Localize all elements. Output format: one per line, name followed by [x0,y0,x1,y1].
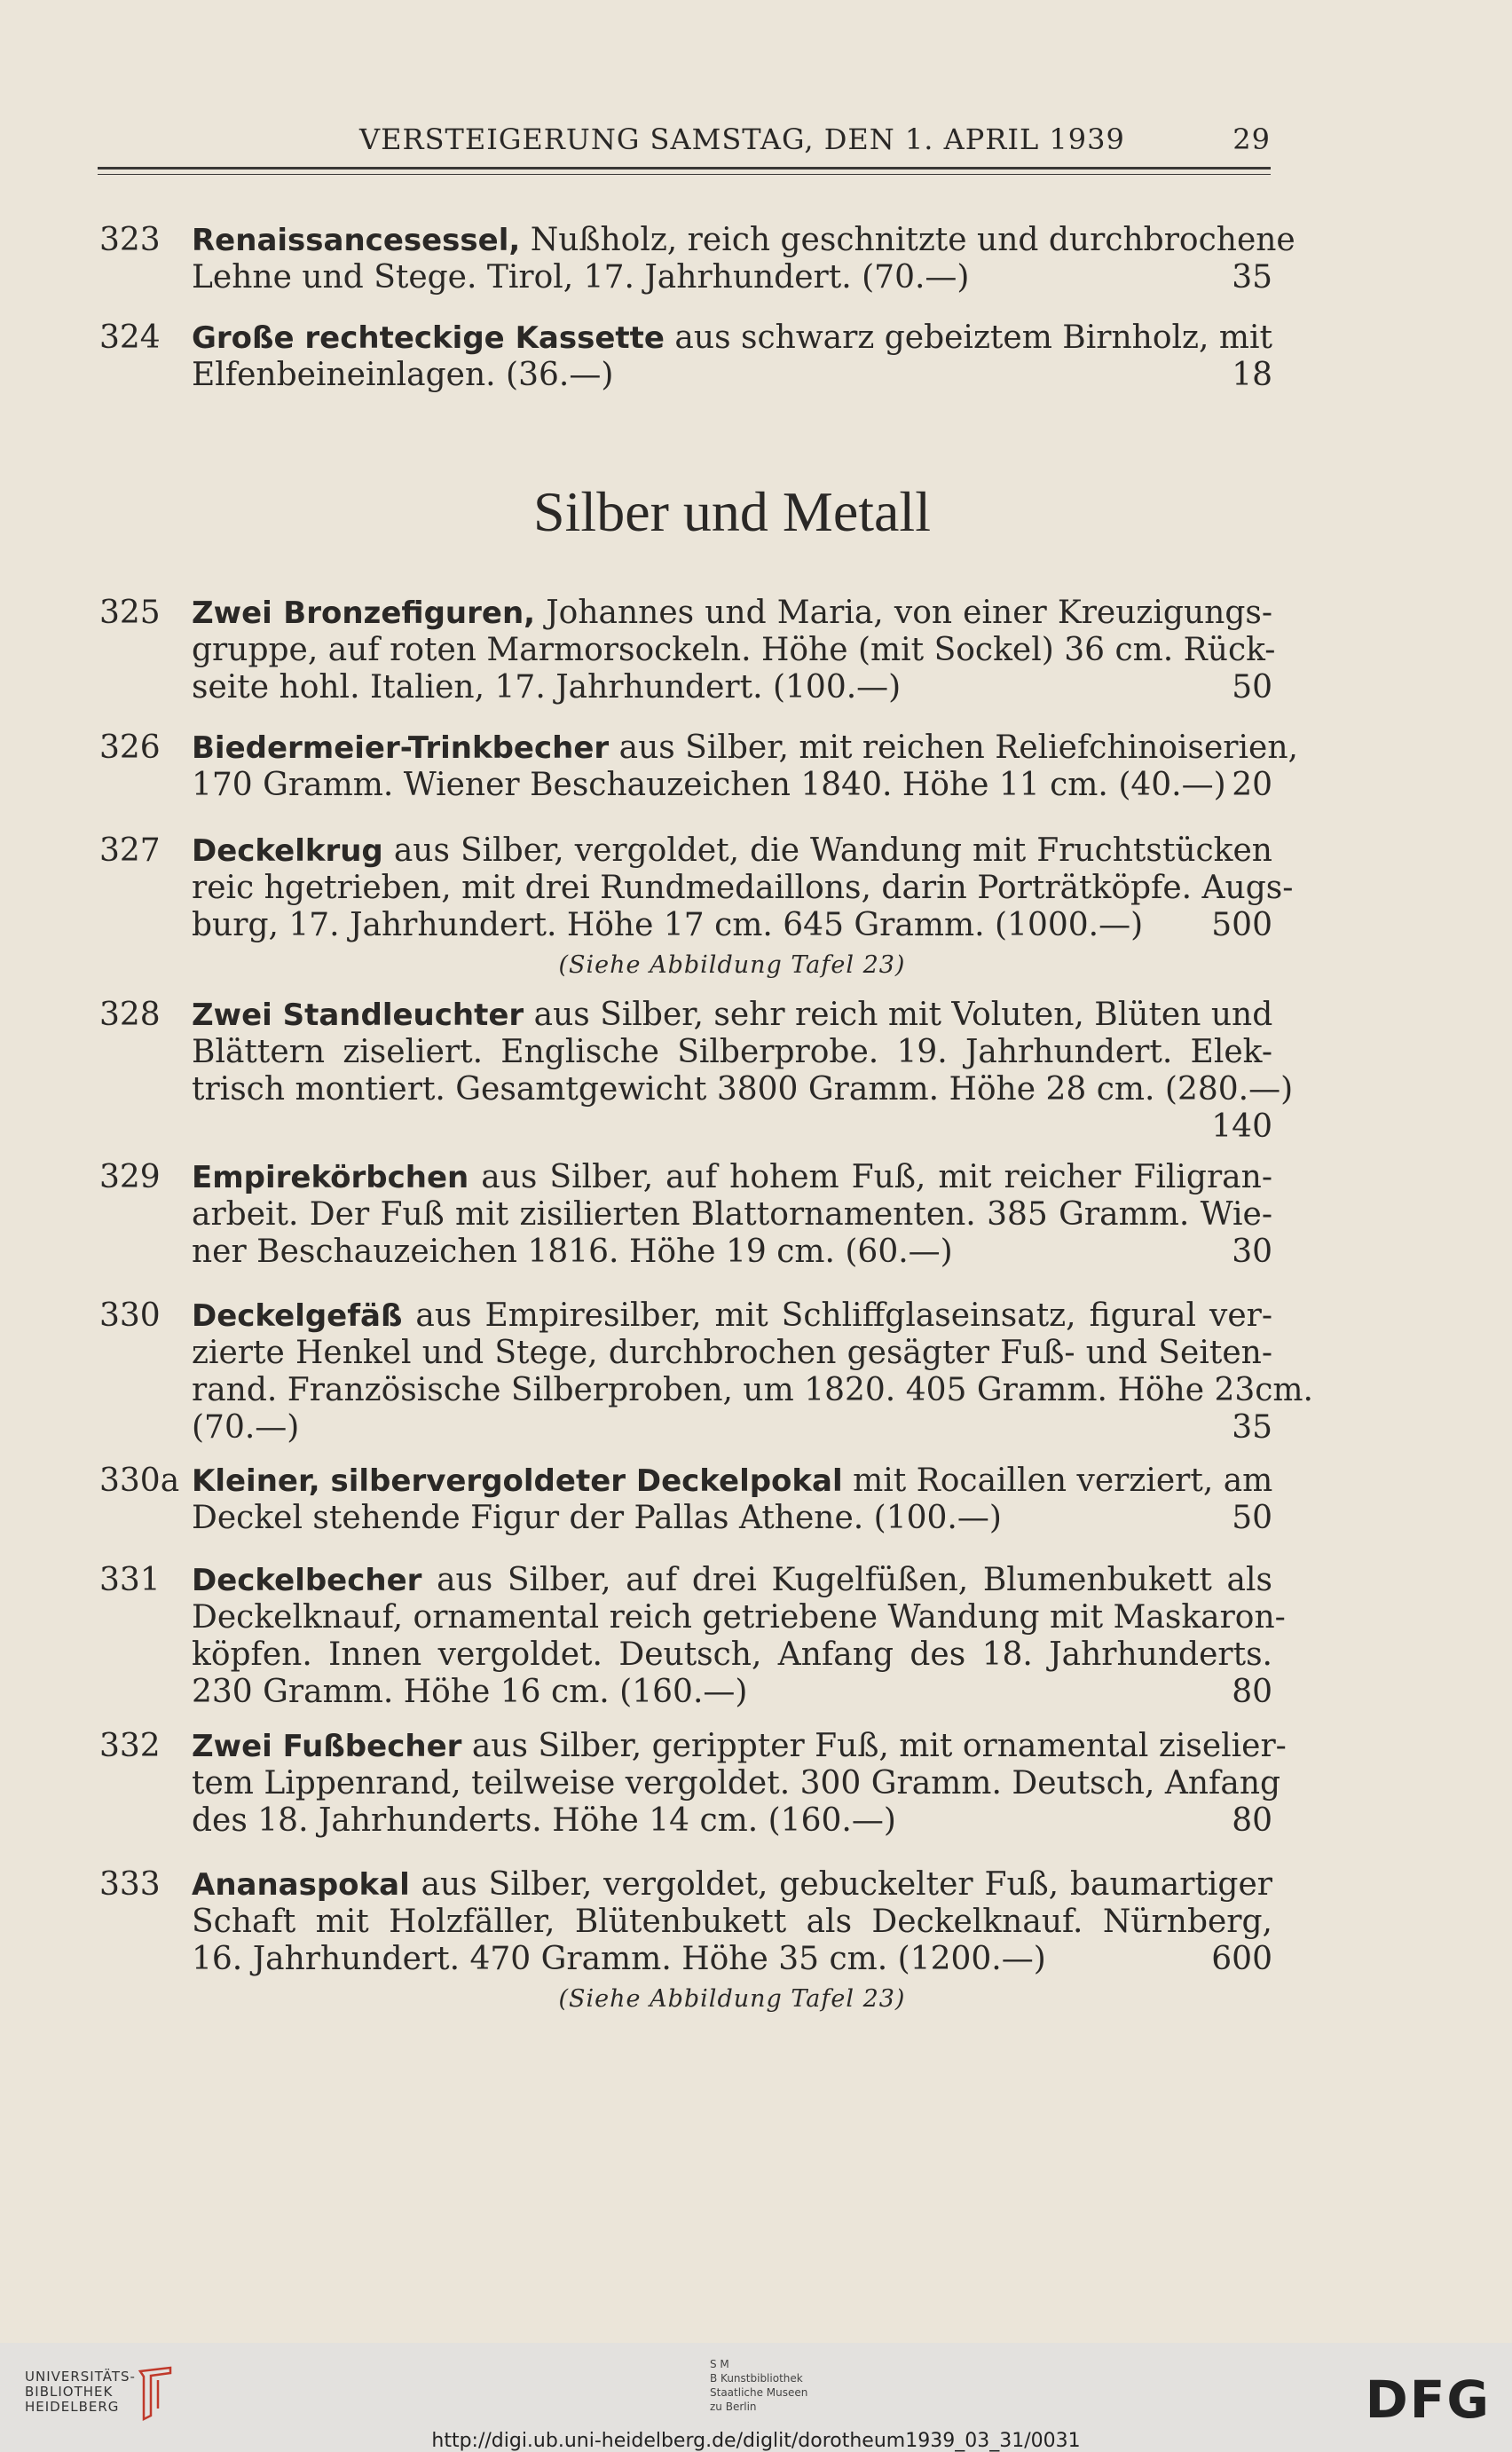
lot-price: 80 [1232,1802,1272,1839]
page-number: 29 [1232,122,1271,156]
lot-price: 600 [1211,1941,1272,1977]
description-line: rand. Französische Silberproben, um 1820. 405 Gramm. Höhe 23cm. [192,1372,1313,1408]
lot-number: 324 [99,319,161,356]
smb-line-1: S M [710,2358,729,2370]
description-line: Deckelkrug aus Silber, vergoldet, die Wandung mit Fruchtstücken [192,832,1272,869]
description-line: burg, 17. Jahrhundert. Höhe 17 cm. 645 Gramm. (1000.—) 500 [192,907,1272,943]
lot-title: Zwei Bronzefiguren, [192,595,536,631]
description-line: Deckel stehende Figur der Pallas Athene. (100.—) 50 [192,1500,1272,1536]
lot-description [192,1463,1272,1537]
lot-number: 331 [99,1562,161,1598]
description-line: tem Lippenrand, teilweise vergoldet. 300 Gramm. Deutsch, Anfang [192,1765,1281,1802]
smb-line-3: Staatliche Museen [710,2386,808,2399]
section-title: Silber und Metall [533,480,931,543]
description-line: Ananaspokal aus Silber, vergoldet, gebuckelter Fuß, baumartiger [192,1866,1272,1903]
lot-price: 35 [1232,259,1272,296]
uni-line-2: BIBLIOTHEK [25,2384,114,2400]
lot-number: 333 [99,1866,161,1903]
description-line: köpfen. Innen vergoldet. Deutsch, Anfang des 18. Jahrhunderts. [192,1636,1272,1673]
description-line: Zwei Fußbecher aus Silber, gerippter Fuß, mit ornamental ziselier- [192,1728,1287,1764]
description-line: zierte Henkel und Stege, durchbrochen gesägter Fuß- und Seiten- [192,1335,1272,1371]
lot-price: 18 [1232,357,1272,393]
lot-title: Große rechteckige Kassette [192,320,665,356]
description-line: Deckelbecher aus Silber, auf drei Kugelfüßen, Blumenbukett als [192,1562,1272,1598]
lot-description [192,1297,1313,1447]
illustration-reference: (Siehe Abbildung Tafel 23) [558,951,906,979]
smb-logo-text [710,2357,807,2414]
lot-number: 329 [99,1159,161,1195]
lot-number: 326 [99,729,161,766]
description-line: 230 Gramm. Höhe 16 cm. (160.—) 80 [192,1674,1272,1710]
description-line: arbeit. Der Fuß mit zisilierten Blattornamenten. 385 Gramm. Wie- [192,1196,1272,1233]
lot-description [192,1159,1272,1271]
description-line: Zwei Bronzefiguren, Johannes und Maria, von einer Kreuzigungs- [192,595,1273,631]
lot-price: 80 [1232,1674,1272,1710]
lot-description [192,729,1298,804]
university-emblem-icon [131,2364,179,2423]
lot-title: Renaissancesessel, [192,223,521,258]
description-line: Blättern ziseliert. Englische Silberprobe. 19. Jahrhundert. Elek- [192,1034,1272,1070]
description-line: Biedermeier-Trinkbecher aus Silber, mit reichen Reliefchinoiserien, [192,729,1298,766]
lot-number: 323 [99,222,161,258]
description-line: Schaft mit Holzfäller, Blütenbukett als Deckelknauf. Nürnberg, [192,1904,1272,1940]
source-url-link[interactable]: http://digi.ub.uni-heidelberg.de/diglit/dorotheum1939_03_31/0031 [431,2430,1081,2452]
header-title: VERSTEIGERUNG SAMSTAG, DEN 1. APRIL 1939 [359,122,1125,156]
lot-number: 327 [99,832,161,869]
lot-description [192,222,1295,296]
lot-number: 330 [99,1297,161,1334]
lot-number: 330a [99,1463,180,1499]
lot-description [192,1562,1286,1711]
lot-title: Kleiner, silbervergoldeter Deckelpokal [192,1463,843,1499]
description-line: gruppe, auf roten Marmorsockeln. Höhe (mit Sockel) 36 cm. Rück- [192,632,1276,668]
lot-title: Empirekörbchen [192,1160,469,1195]
running-header [98,122,1271,162]
lot-price: 50 [1232,1500,1272,1536]
lot-title: Ananaspokal [192,1867,410,1903]
uni-line-3: HEIDELBERG [25,2399,120,2415]
illustration-reference: (Siehe Abbildung Tafel 23) [558,1985,906,2013]
description-line: (70.—) 35 [192,1409,1272,1446]
lot-description [192,1728,1287,1840]
description-line: Empirekörbchen aus Silber, auf hohem Fuß, mit reicher Filigran- [192,1159,1272,1195]
dfg-logo: DFG [1365,2369,1491,2430]
description-line: Deckelknauf, ornamental reich getriebene Wandung mit Maskaron- [192,1599,1286,1636]
description-line: seite hohl. Italien, 17. Jahrhundert. (100.—) 50 [192,669,1272,706]
smb-line-2: B Kunstbibliothek [710,2372,803,2385]
lot-price: 35 [1232,1409,1272,1446]
description-line: Lehne und Stege. Tirol, 17. Jahrhundert. (70.—) 35 [192,259,1272,296]
lot-number: 325 [99,595,161,631]
lot-number: 332 [99,1728,161,1764]
lot-description [192,1866,1272,1978]
lot-price: 50 [1232,669,1272,706]
lot-description [192,595,1276,706]
smb-line-4: zu Berlin [710,2401,757,2413]
lot-title: Zwei Fußbecher [192,1729,462,1764]
description-line: 16. Jahrhundert. 470 Gramm. Höhe 35 cm. (1200.—) 600 [192,1941,1272,1977]
lot-title: Deckelkrug [192,833,383,869]
lot-title: Zwei Standleuchter [192,997,524,1033]
footer-bar [0,2343,1512,2452]
description-line: trisch montiert. Gesamtgewicht 3800 Gramm. Höhe 28 cm. (280.—) [192,1071,1294,1108]
header-rule-thin [98,174,1271,175]
description-line: 170 Gramm. Wiener Beschauzeichen 1840. Höhe 11 cm. (40.—) 20 [192,767,1272,803]
lot-description [192,997,1294,1146]
description-line: Deckelgefäß aus Empiresilber, mit Schliffglaseinsatz, figural ver- [192,1297,1272,1334]
lot-price: 20 [1232,767,1272,803]
lot-price: 500 [1211,907,1272,943]
lot-description [192,319,1272,394]
lot-title: Deckelgefäß [192,1298,403,1334]
lot-price: 140 [1211,1108,1272,1145]
description-line: reic hgetrieben, mit drei Rundmedaillons, darin Porträtköpfe. Augs- [192,870,1294,906]
lot-title: Biedermeier-Trinkbecher [192,730,610,766]
lot-title: Deckelbecher [192,1563,422,1598]
description-line: Zwei Standleuchter aus Silber, sehr reich mit Voluten, Blüten und [192,997,1273,1033]
description-line: Elfenbeineinlagen. (36.—) 18 [192,357,1272,393]
description-line: Kleiner, silbervergoldeter Deckelpokal mit Rocaillen verziert, am [192,1463,1273,1499]
description-line: Große rechteckige Kassette aus schwarz gebeiztem Birnholz, mit [192,319,1273,356]
lot-price: 30 [1232,1234,1272,1270]
university-library-logo-text [25,2369,136,2415]
lot-description [192,832,1294,944]
header-rule-thick [98,167,1271,170]
description-line: Renaissancesessel, Nußholz, reich geschnitzte und durchbrochene [192,222,1295,258]
description-line: des 18. Jahrhunderts. Höhe 14 cm. (160.—) 80 [192,1802,1272,1839]
uni-line-1: UNIVERSITÄTS- [25,2369,136,2385]
description-line: ner Beschauzeichen 1816. Höhe 19 cm. (60.—) 30 [192,1234,1272,1270]
lot-number: 328 [99,997,161,1033]
